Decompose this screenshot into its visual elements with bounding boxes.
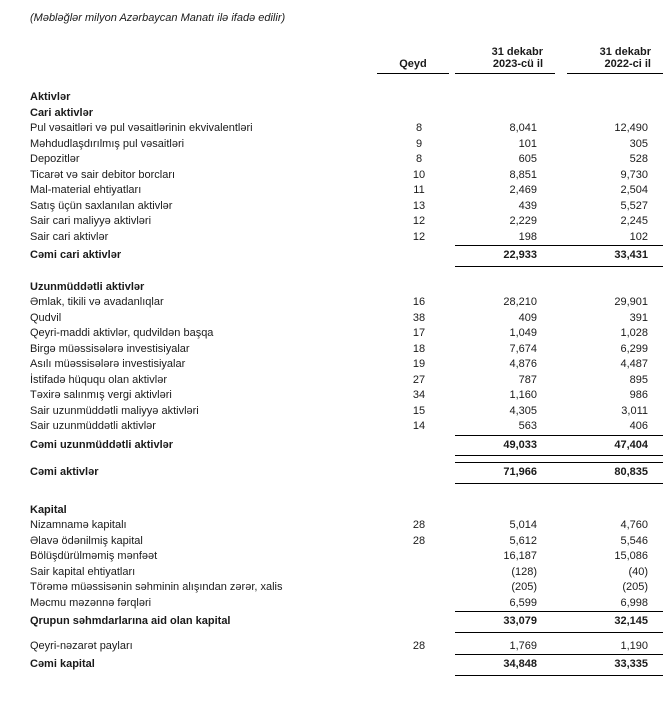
table-row — [30, 565, 663, 581]
row-values — [455, 137, 663, 153]
table-row — [30, 580, 663, 596]
section-heading-row — [30, 106, 663, 122]
row-label: Təxirə salınmış vergi aktivləri — [30, 389, 172, 401]
value-2022: (40) — [628, 565, 648, 578]
row-label: Nizamnamə kapitalı — [30, 519, 127, 531]
value-2023: 2,229 — [509, 215, 537, 227]
column-header-2023-line2: 2023-cü il — [492, 58, 543, 70]
row-values — [455, 230, 663, 246]
value-2022: 29,901 — [614, 296, 648, 308]
table-row — [30, 214, 663, 230]
row-values — [455, 245, 663, 267]
row-note-ref: 11 — [413, 184, 425, 196]
row-values — [455, 549, 663, 565]
value-2022: 2,504 — [620, 184, 648, 196]
total-row — [30, 654, 663, 676]
table-row — [30, 168, 663, 184]
row-note-ref: 15 — [412, 404, 426, 417]
row-label: Uzunmüddətli aktivlər — [30, 280, 145, 293]
row-values — [455, 462, 663, 484]
value-2023: 33,079 — [503, 615, 537, 627]
column-header-2022 — [567, 46, 663, 74]
row-note-ref: 16 — [412, 296, 426, 308]
row-values — [455, 357, 663, 373]
row-note-ref: 38 — [412, 311, 426, 324]
value-2023: 4,876 — [509, 358, 537, 370]
table-row — [30, 534, 663, 550]
table-row — [30, 152, 663, 168]
row-label: Əmlak, tikili və avadanlıqlar — [30, 296, 164, 308]
row-values — [455, 214, 663, 230]
value-2023: 1,160 — [509, 389, 537, 401]
row-note-ref: 28 — [412, 639, 426, 652]
row-label: İstifadə hüququ olan aktivlər — [30, 373, 167, 386]
table-body — [30, 90, 663, 676]
row-label: Məhdudlaşdırılmış pul vəsaitləri — [30, 137, 185, 150]
value-2023: 2,469 — [509, 184, 537, 196]
row-values — [455, 342, 663, 358]
header-values — [455, 46, 663, 74]
table-row — [30, 549, 663, 565]
table-row — [30, 326, 663, 342]
row-label: Sair cari aktivlər — [30, 230, 109, 243]
value-2022: 33,335 — [614, 658, 648, 670]
units-note: (Məbləğlər milyon Azərbaycan Manatı ilə ifadə edilir) — [30, 12, 286, 24]
section-heading-row — [30, 280, 663, 296]
row-note-ref: 8 — [415, 153, 423, 165]
table-row — [30, 388, 663, 404]
row-note-ref: 12 — [412, 230, 426, 243]
row-values — [455, 152, 663, 168]
table-row — [30, 295, 663, 311]
row-values — [455, 639, 663, 655]
row-label: Cəmi uzunmüddətli aktivlər — [30, 438, 174, 451]
value-2023: (205) — [511, 581, 537, 593]
row-note-ref: 18 — [412, 342, 426, 355]
table-row — [30, 121, 663, 137]
value-2022: 305 — [629, 137, 648, 150]
table-row — [30, 311, 663, 327]
value-2022: 12,490 — [614, 122, 648, 134]
row-values — [455, 388, 663, 404]
value-2023: 5,612 — [509, 534, 537, 547]
row-values — [455, 199, 663, 215]
value-2022: 5,546 — [620, 534, 648, 547]
table-row — [30, 342, 663, 358]
row-label: Pul vəsaitləri və pul vəsaitlərinin ekvivalentləri — [30, 122, 253, 134]
value-2022: 47,404 — [614, 438, 648, 451]
row-label: Ticarət və sair debitor borcları — [30, 168, 176, 181]
row-values — [455, 419, 663, 435]
value-2022: 32,145 — [614, 615, 648, 627]
column-header-2022-line1: 31 dekabr — [599, 46, 651, 58]
row-values — [455, 565, 663, 581]
spacer — [30, 267, 663, 280]
row-values — [455, 654, 663, 676]
value-2022: 9,730 — [620, 168, 648, 181]
value-2023: (128) — [511, 565, 537, 578]
row-label: Qrupun səhmdarlarına aid olan kapital — [30, 615, 231, 627]
row-note-ref: 17 — [412, 327, 426, 339]
row-label: Birgə müəssisələrə investisiyalar — [30, 342, 190, 355]
value-2022: 6,998 — [620, 596, 648, 609]
value-2023: 22,933 — [503, 249, 537, 261]
row-values — [455, 295, 663, 311]
value-2022: 6,299 — [620, 342, 648, 355]
value-2022: 528 — [629, 153, 648, 165]
value-2023: 1,049 — [509, 327, 537, 339]
row-label: Mal-material ehtiyatları — [30, 184, 142, 196]
row-note-ref: 28 — [412, 534, 426, 547]
table-row — [30, 419, 663, 435]
row-values — [455, 326, 663, 342]
row-values — [455, 580, 663, 596]
row-values — [455, 534, 663, 550]
row-label: Asılı müəssisələrə investisiyalar — [30, 358, 186, 370]
row-label: Törəmə müəssisənin səhminin alışından zərər, xalis — [30, 581, 283, 593]
row-values — [455, 611, 663, 633]
total-row — [30, 462, 663, 484]
value-2023: 605 — [518, 153, 537, 165]
row-note-ref: 14 — [412, 420, 426, 432]
value-2022: 4,760 — [620, 519, 648, 531]
row-values — [455, 404, 663, 420]
row-label: Aktivlər — [30, 91, 71, 103]
row-label: Qeyri-nəzarət payları — [30, 639, 133, 652]
table-header — [30, 46, 663, 74]
value-2022: 1,028 — [620, 327, 648, 339]
row-label: Qeyri-maddi aktivlər, qudvildən başqa — [30, 327, 214, 339]
value-2023: 16,187 — [503, 550, 537, 562]
column-header-2022-line2: 2022-ci il — [604, 58, 651, 70]
table-row — [30, 230, 663, 246]
value-2023: 101 — [518, 137, 537, 150]
value-2022: 2,245 — [620, 215, 648, 227]
row-label: Depozitlər — [30, 153, 80, 165]
value-2022: 406 — [629, 420, 648, 432]
value-2023: 5,014 — [509, 519, 537, 531]
row-label: Məcmu məzənnə fərqləri — [30, 596, 152, 609]
value-2022: 102 — [629, 230, 648, 243]
row-values — [455, 311, 663, 327]
row-note-ref: 28 — [412, 519, 426, 531]
row-label: Cəmi aktivlər — [30, 466, 99, 478]
value-2022: 5,527 — [620, 199, 648, 212]
row-values — [455, 168, 663, 184]
value-2023: 409 — [518, 311, 537, 324]
row-note-ref: 10 — [412, 168, 426, 181]
value-2022: 986 — [629, 389, 648, 401]
table-row — [30, 373, 663, 389]
value-2023: 4,305 — [509, 404, 537, 417]
table-row — [30, 137, 663, 153]
row-label: Kapital — [30, 503, 67, 516]
total-row — [30, 611, 663, 633]
row-label: Əlavə ödənilmiş kapital — [30, 534, 143, 547]
total-row — [30, 245, 663, 267]
value-2022: 1,190 — [620, 639, 648, 652]
column-header-qeyd: Qeyd — [377, 58, 449, 74]
value-2022: (205) — [622, 581, 648, 593]
value-2022: 391 — [629, 311, 648, 324]
value-2023: 28,210 — [503, 296, 537, 308]
row-label: Sair uzunmüddətli aktivlər — [30, 420, 156, 432]
row-note-ref: 8 — [415, 122, 423, 134]
value-2022: 895 — [629, 373, 648, 386]
row-values — [455, 518, 663, 534]
row-label: Bölüşdürülməmiş mənfəət — [30, 550, 158, 562]
value-2023: 49,033 — [503, 438, 537, 451]
spacer — [30, 484, 663, 497]
row-values — [455, 121, 663, 137]
column-header-2023 — [455, 46, 555, 74]
section-heading-row — [30, 503, 663, 519]
row-label: Sair kapital ehtiyatları — [30, 565, 136, 578]
row-label: Sair cari maliyyə aktivləri — [30, 215, 152, 227]
row-note-ref: 34 — [412, 389, 426, 401]
row-label: Qudvil — [30, 311, 62, 324]
table-row — [30, 357, 663, 373]
row-values — [455, 373, 663, 389]
row-values — [455, 596, 663, 612]
total-row — [30, 435, 663, 457]
row-label: Cari aktivlər — [30, 106, 93, 119]
table-row — [30, 199, 663, 215]
value-2023: 71,966 — [503, 466, 537, 478]
value-2023: 563 — [518, 420, 537, 432]
value-2023: 1,769 — [509, 639, 537, 652]
row-note-ref: 19 — [412, 358, 426, 370]
value-2023: 8,851 — [509, 168, 537, 181]
table-row — [30, 639, 663, 655]
table-row — [30, 596, 663, 612]
row-label: Satış üçün saxlanılan aktivlər — [30, 199, 173, 212]
value-2023: 198 — [518, 230, 537, 243]
table-row — [30, 404, 663, 420]
row-values — [455, 435, 663, 457]
value-2022: 3,011 — [621, 404, 648, 417]
row-note-ref: 13 — [412, 199, 426, 212]
value-2022: 33,431 — [614, 249, 648, 261]
value-2023: 6,599 — [509, 596, 537, 609]
row-note-ref: 27 — [412, 373, 426, 386]
table-row — [30, 183, 663, 199]
column-header-2023-line1: 31 dekabr — [491, 46, 543, 58]
row-label: Cəmi cari aktivlər — [30, 249, 122, 261]
row-values — [455, 183, 663, 199]
value-2023: 439 — [518, 199, 537, 212]
table-row — [30, 518, 663, 534]
section-heading-row — [30, 90, 663, 106]
value-2022: 4,487 — [620, 358, 648, 370]
value-2023: 787 — [518, 373, 537, 386]
value-2022: 15,086 — [614, 550, 648, 562]
row-note-ref: 9 — [415, 137, 423, 150]
row-label: Cəmi kapital — [30, 658, 95, 670]
row-label: Sair uzunmüddətli maliyyə aktivləri — [30, 404, 199, 417]
value-2023: 8,041 — [509, 122, 537, 134]
value-2023: 34,848 — [503, 658, 537, 670]
value-2022: 80,835 — [614, 466, 648, 478]
value-2023: 7,674 — [509, 342, 537, 355]
row-note-ref: 12 — [412, 215, 426, 227]
